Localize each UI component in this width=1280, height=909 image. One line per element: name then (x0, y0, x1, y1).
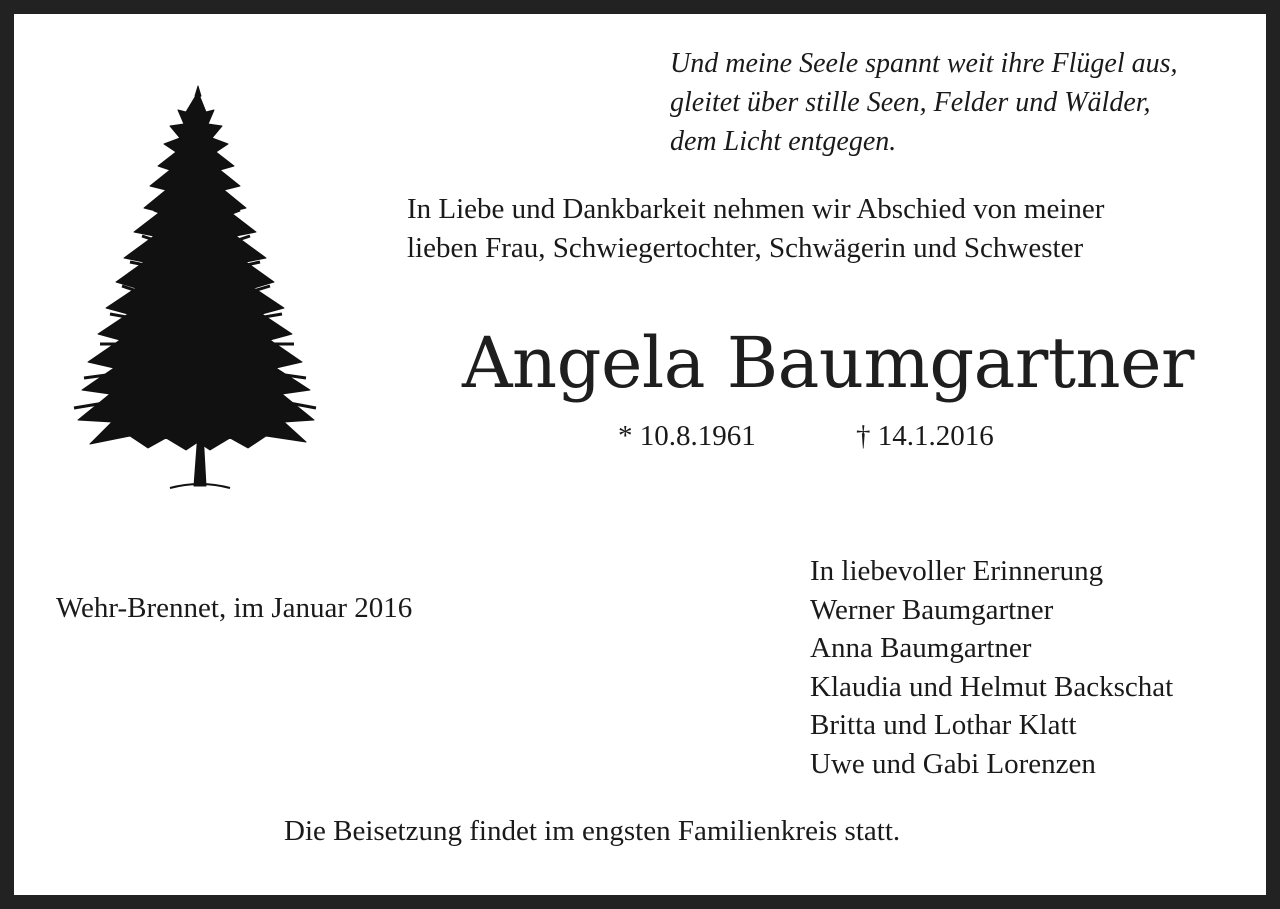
poem-line: dem Licht entgegen. (670, 126, 897, 157)
mourner-line: In liebevoller Erinnerung (810, 555, 1104, 587)
mourner-line: Werner Baumgartner (810, 593, 1054, 626)
poem-verse (670, 44, 1178, 161)
obituary-card (14, 14, 1266, 895)
birth-date: * 10.8.1961 (618, 420, 756, 452)
mourner-line: Anna Baumgartner (810, 632, 1032, 665)
deceased-name: Angela Baumgartner (462, 322, 1194, 404)
fir-tree-icon (70, 82, 320, 498)
intro-line: In Liebe und Dankbarkeit nehmen wir Abschied von meiner (407, 193, 1105, 225)
poem-line: Und meine Seele spannt weit ihre Flügel aus, (670, 48, 1178, 79)
intro-line: lieben Frau, Schwiegertochter, Schwägerin und Schwester (407, 232, 1084, 264)
mourner-line: Britta und Lothar Klatt (810, 709, 1077, 742)
poem-line: gleitet über stille Seen, Felder und Wälder, (670, 87, 1151, 118)
mourners-list (810, 552, 1173, 784)
burial-note: Die Beisetzung findet im engsten Familienkreis statt. (284, 815, 901, 847)
intro-text (407, 190, 1104, 268)
mourner-line: Uwe und Gabi Lorenzen (810, 747, 1096, 780)
place-and-date: Wehr-Brennet, im Januar 2016 (56, 592, 413, 624)
death-date: † 14.1.2016 (856, 420, 994, 452)
mourner-line: Klaudia und Helmut Backschat (810, 670, 1174, 703)
